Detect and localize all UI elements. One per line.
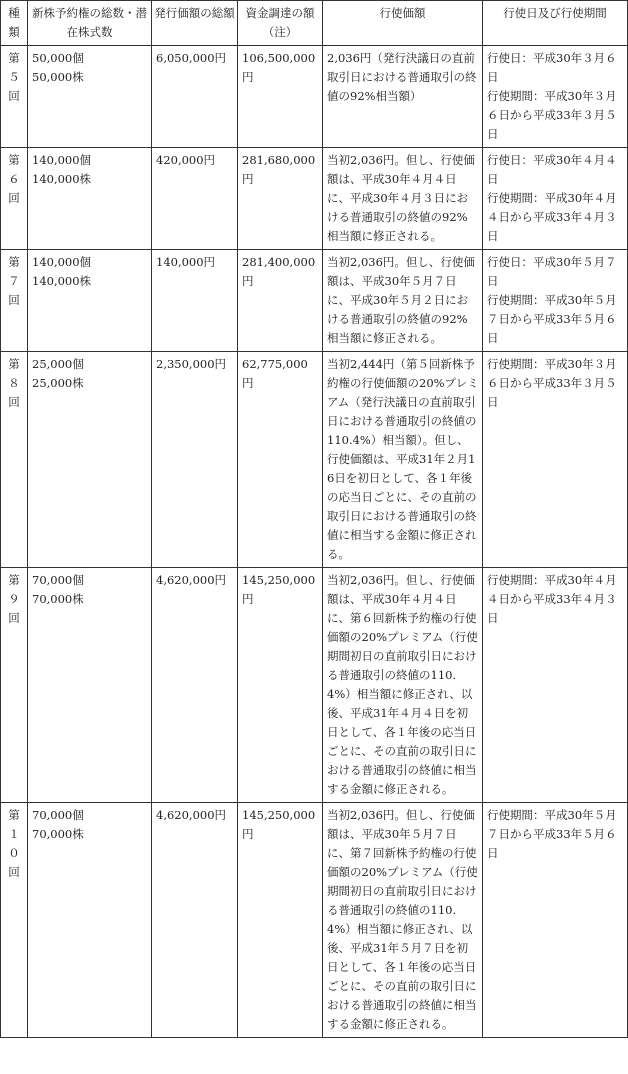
type-char: 回	[8, 293, 20, 307]
count-shares: 50,000株	[32, 70, 84, 84]
cell-issue-total: 420,000円	[152, 148, 238, 250]
cell-period: 行使日：平成30年４月４日 行使期間：平成30年４月４日から平成33年４月３日	[483, 148, 628, 250]
cell-funding: 106,500,000円	[238, 46, 323, 148]
cell-funding: 281,400,000円	[238, 250, 323, 352]
header-type: 種類	[1, 1, 28, 46]
type-char: 第	[8, 153, 20, 167]
cell-type	[1, 803, 28, 1038]
header-funding: 資金調達の額（注）	[238, 1, 323, 46]
cell-count	[28, 46, 152, 148]
cell-funding: 281,680,000円	[238, 148, 323, 250]
type-char: ８	[8, 376, 20, 390]
cell-count	[28, 250, 152, 352]
cell-count	[28, 803, 152, 1038]
header-count: 新株予約権の総数・潜在株式数	[28, 1, 152, 46]
type-char: ７	[8, 274, 20, 288]
table-header-row	[1, 1, 628, 46]
cell-issue-total: 6,050,000円	[152, 46, 238, 148]
count-shares: 140,000株	[32, 172, 92, 186]
cell-issue-total: 140,000円	[152, 250, 238, 352]
type-char: 第	[8, 255, 20, 269]
count-units: 140,000個	[32, 255, 92, 269]
table-row	[1, 803, 628, 1038]
cell-price: 2,036円（発行決議日の直前取引日における普通取引の終値の92%相当額）	[323, 46, 483, 148]
type-char: 第	[8, 357, 20, 371]
type-char: 第	[8, 808, 20, 822]
table-row	[1, 352, 628, 568]
cell-type	[1, 46, 28, 148]
type-char: ０	[8, 846, 20, 860]
type-char: １	[8, 827, 20, 841]
cell-period: 行使期間：平成30年５月７日から平成33年５月６日	[483, 803, 628, 1038]
cell-price: 当初2,036円。但し、行使価額は、平成30年５月７日に、第７回新株予約権の行使価額の20%プレミアム（行使期間初日の直前取引日における普通取引の終値の110.4%）相当額に修正され、以後、平成31年５月７日を初日として、各１年後の応当日ごとに、その直前の取引日における普通取引の終値に相当する金額に修正される。	[323, 803, 483, 1038]
type-char: ６	[8, 172, 20, 186]
type-char: ９	[8, 592, 20, 606]
table-row	[1, 148, 628, 250]
count-shares: 25,000株	[32, 376, 84, 390]
cell-funding: 145,250,000円	[238, 568, 323, 803]
cell-period: 行使期間：平成30年３月６日から平成33年３月５日	[483, 352, 628, 568]
count-units: 70,000個	[32, 808, 84, 822]
cell-type	[1, 250, 28, 352]
type-char: 回	[8, 865, 20, 879]
type-char: ５	[8, 70, 20, 84]
type-char: 第	[8, 573, 20, 587]
type-char: 第	[8, 51, 20, 65]
header-price: 行使価額	[323, 1, 483, 46]
cell-count	[28, 352, 152, 568]
cell-price: 当初2,036円。但し、行使価額は、平成30年５月７日に、平成30年５月２日における普通取引の終値の92%相当額に修正される。	[323, 250, 483, 352]
cell-issue-total: 4,620,000円	[152, 568, 238, 803]
cell-price: 当初2,036円。但し、行使価額は、平成30年４月４日に、第６回新株予約権の行使価額の20%プレミアム（行使期間初日の直前取引日における普通取引の終値の110.4%）相当額に修正され、以後、平成31年４月４日を初日として、各１年後の応当日ごとに、その直前の取引日における普通取引の終値に相当する金額に修正される。	[323, 568, 483, 803]
count-units: 50,000個	[32, 51, 84, 65]
cell-issue-total: 2,350,000円	[152, 352, 238, 568]
cell-price: 当初2,444円（第５回新株予約権の行使価額の20%プレミアム（発行決議日の直前取引日における普通取引の終値の110.4%）相当額）。但し、行使価額は、平成31年２月16日を初日として、各１年後の応当日ごとに、その直前の取引日における普通取引の終値に相当する金額に修正される。	[323, 352, 483, 568]
cell-count	[28, 568, 152, 803]
cell-type	[1, 352, 28, 568]
count-shares: 140,000株	[32, 274, 92, 288]
cell-type	[1, 148, 28, 250]
cell-period: 行使日：平成30年５月７日 行使期間：平成30年５月７日から平成33年５月６日	[483, 250, 628, 352]
type-char: 回	[8, 191, 20, 205]
cell-funding: 62,775,000円	[238, 352, 323, 568]
type-char: 回	[8, 395, 20, 409]
header-issue-total: 発行価額の総額	[152, 1, 238, 46]
cell-funding: 145,250,000円	[238, 803, 323, 1038]
type-char: 回	[8, 611, 20, 625]
table-row	[1, 250, 628, 352]
cell-price: 当初2,036円。但し、行使価額は、平成30年４月４日に、平成30年４月３日における普通取引の終値の92%相当額に修正される。	[323, 148, 483, 250]
cell-count	[28, 148, 152, 250]
count-shares: 70,000株	[32, 827, 84, 841]
cell-issue-total: 4,620,000円	[152, 803, 238, 1038]
cell-period: 行使日：平成30年３月６日 行使期間：平成30年３月６日から平成33年３月５日	[483, 46, 628, 148]
cell-type	[1, 568, 28, 803]
count-units: 70,000個	[32, 573, 84, 587]
cell-period: 行使期間：平成30年４月４日から平成33年４月３日	[483, 568, 628, 803]
count-units: 25,000個	[32, 357, 84, 371]
table-row	[1, 568, 628, 803]
header-period: 行使日及び行使期間	[483, 1, 628, 46]
type-char: 回	[8, 89, 20, 103]
count-units: 140,000個	[32, 153, 92, 167]
table-row	[1, 46, 628, 148]
count-shares: 70,000株	[32, 592, 84, 606]
